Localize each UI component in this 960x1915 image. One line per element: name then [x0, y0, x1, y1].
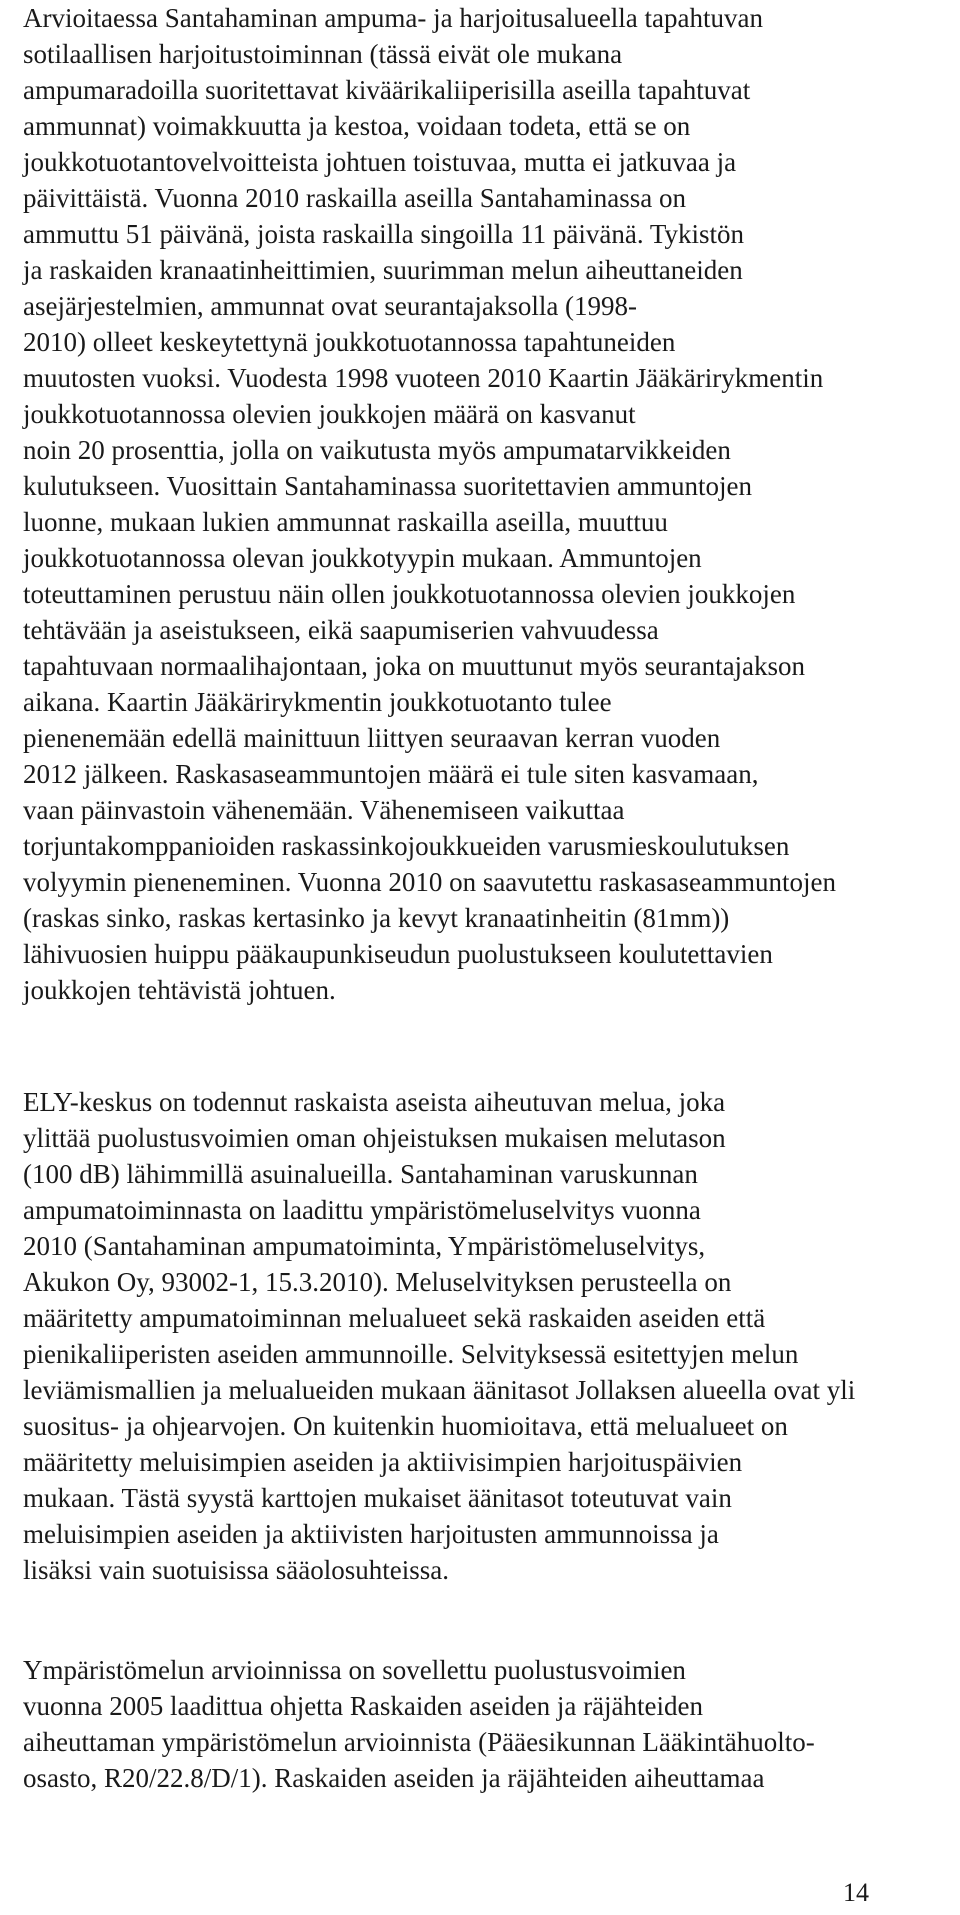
text-line: pienikaliiperisten aseiden ammunnoille. Selvityksessä esitettyjen melun	[23, 1339, 799, 1369]
text-line: lisäksi vain suotuisissa sääolosuhteissa.	[23, 1555, 449, 1585]
text-line: 2010) olleet keskeytettynä joukkotuotannossa tapahtuneiden	[23, 327, 676, 357]
text-line: ELY-keskus on todennut raskaista aseista aiheutuvan melua, joka	[23, 1087, 726, 1117]
text-line: asejärjestelmien, ammunnat ovat seurantajaksolla (1998-	[23, 291, 638, 321]
text-line: muutosten vuoksi. Vuodesta 1998 vuoteen 2010 Kaartin Jääkärirykmentin	[23, 363, 824, 393]
text-line: joukkojen tehtävistä johtuen.	[23, 975, 336, 1005]
text-line: 2012 jälkeen. Raskasaseammuntojen määrä ei tule siten kasvamaan,	[23, 759, 759, 789]
text-line: (100 dB) lähimmillä asuinalueilla. Santahaminan varuskunnan	[23, 1159, 698, 1189]
body-paragraph	[23, 0, 836, 1008]
text-line: aiheuttaman ympäristömelun arvioinnista (Pääesikunnan Lääkintähuolto-	[23, 1727, 815, 1757]
text-line: Akukon Oy, 93002-1, 15.3.2010). Meluselvityksen perusteella on	[23, 1267, 732, 1297]
text-line: meluisimpien aseiden ja aktiivisten harjoitusten ammunnoissa ja	[23, 1519, 719, 1549]
text-line: lähivuosien huippu pääkaupunkiseudun puolustukseen koulutettavien	[23, 939, 773, 969]
page-number: 14	[843, 1878, 869, 1907]
text-line: tapahtuvaan normaalihajontaan, joka on muuttunut myös seurantajakson	[23, 651, 806, 681]
text-line: pienenemään edellä mainittuun liittyen seuraavan kerran vuoden	[23, 723, 721, 753]
text-line: vaan päinvastoin vähenemään. Vähenemiseen vaikuttaa	[23, 795, 625, 825]
text-line: luonne, mukaan lukien ammunnat raskailla aseilla, muuttuu	[23, 507, 668, 537]
text-line: sotilaallisen harjoitustoiminnan (tässä eivät ole mukana	[23, 39, 623, 69]
text-line: Ympäristömelun arvioinnissa on sovellettu puolustusvoimien	[23, 1655, 686, 1685]
text-line: ammunnat) voimakkuutta ja kestoa, voidaan todeta, että se on	[23, 111, 691, 141]
text-line: kulutukseen. Vuosittain Santahaminassa suoritettavien ammuntojen	[23, 471, 752, 501]
text-line: päivittäistä. Vuonna 2010 raskailla aseilla Santahaminassa on	[23, 183, 686, 213]
text-line: ampumatoiminnasta on laadittu ympäristömeluselvitys vuonna	[23, 1195, 701, 1225]
text-line: joukkotuotantovelvoitteista johtuen toistuvaa, mutta ei jatkuvaa ja	[23, 147, 737, 177]
body-paragraph	[23, 1652, 815, 1796]
text-line: leviämismallien ja melualueiden mukaan äänitasot Jollaksen alueella ovat yli	[23, 1375, 856, 1405]
text-line: toteuttaminen perustuu näin ollen joukkotuotannossa olevien joukkojen	[23, 579, 796, 609]
text-line: vuonna 2005 laadittua ohjetta Raskaiden aseiden ja räjähteiden	[23, 1691, 704, 1721]
text-line: ylittää puolustusvoimien oman ohjeistuksen mukaisen melutason	[23, 1123, 726, 1153]
text-line: aikana. Kaartin Jääkärirykmentin joukkotuotanto tulee	[23, 687, 612, 717]
text-line: osasto, R20/22.8/D/1). Raskaiden aseiden ja räjähteiden aiheuttamaa	[23, 1763, 765, 1793]
text-line: joukkotuotannossa olevan joukkotyypin mukaan. Ammuntojen	[23, 543, 702, 573]
text-line: ja raskaiden kranaatinheittimien, suurimman melun aiheuttaneiden	[23, 255, 743, 285]
text-line: määritetty ampumatoiminnan melualueet sekä raskaiden aseiden että	[23, 1303, 766, 1333]
text-line: mukaan. Tästä syystä karttojen mukaiset äänitasot toteutuvat vain	[23, 1483, 732, 1513]
body-paragraph	[23, 1084, 855, 1588]
text-line: noin 20 prosenttia, jolla on vaikutusta myös ampumatarvikkeiden	[23, 435, 731, 465]
text-line: (raskas sinko, raskas kertasinko ja kevyt kranaatinheitin (81mm))	[23, 903, 730, 933]
text-line: ampumaradoilla suoritettavat kiväärikaliiperisilla aseilla tapahtuvat	[23, 75, 751, 105]
text-line: Arvioitaessa Santahaminan ampuma- ja harjoitusalueella tapahtuvan	[23, 3, 763, 33]
text-line: volyymin pieneneminen. Vuonna 2010 on saavutettu raskasaseammuntojen	[23, 867, 836, 897]
text-line: suositus- ja ohjearvojen. On kuitenkin huomioitava, että melualueet on	[23, 1411, 788, 1441]
text-line: määritetty meluisimpien aseiden ja aktiivisimpien harjoituspäivien	[23, 1447, 743, 1477]
text-line: ammuttu 51 päivänä, joista raskailla singoilla 11 päivänä. Tykistön	[23, 219, 744, 249]
text-line: 2010 (Santahaminan ampumatoiminta, Ympäristömeluselvitys,	[23, 1231, 706, 1261]
text-line: tehtävään ja aseistukseen, eikä saapumiserien vahvuudessa	[23, 615, 659, 645]
text-line: joukkotuotannossa olevien joukkojen määrä on kasvanut	[23, 399, 636, 429]
text-line: torjuntakomppanioiden raskassinkojoukkueiden varusmieskoulutuksen	[23, 831, 790, 861]
